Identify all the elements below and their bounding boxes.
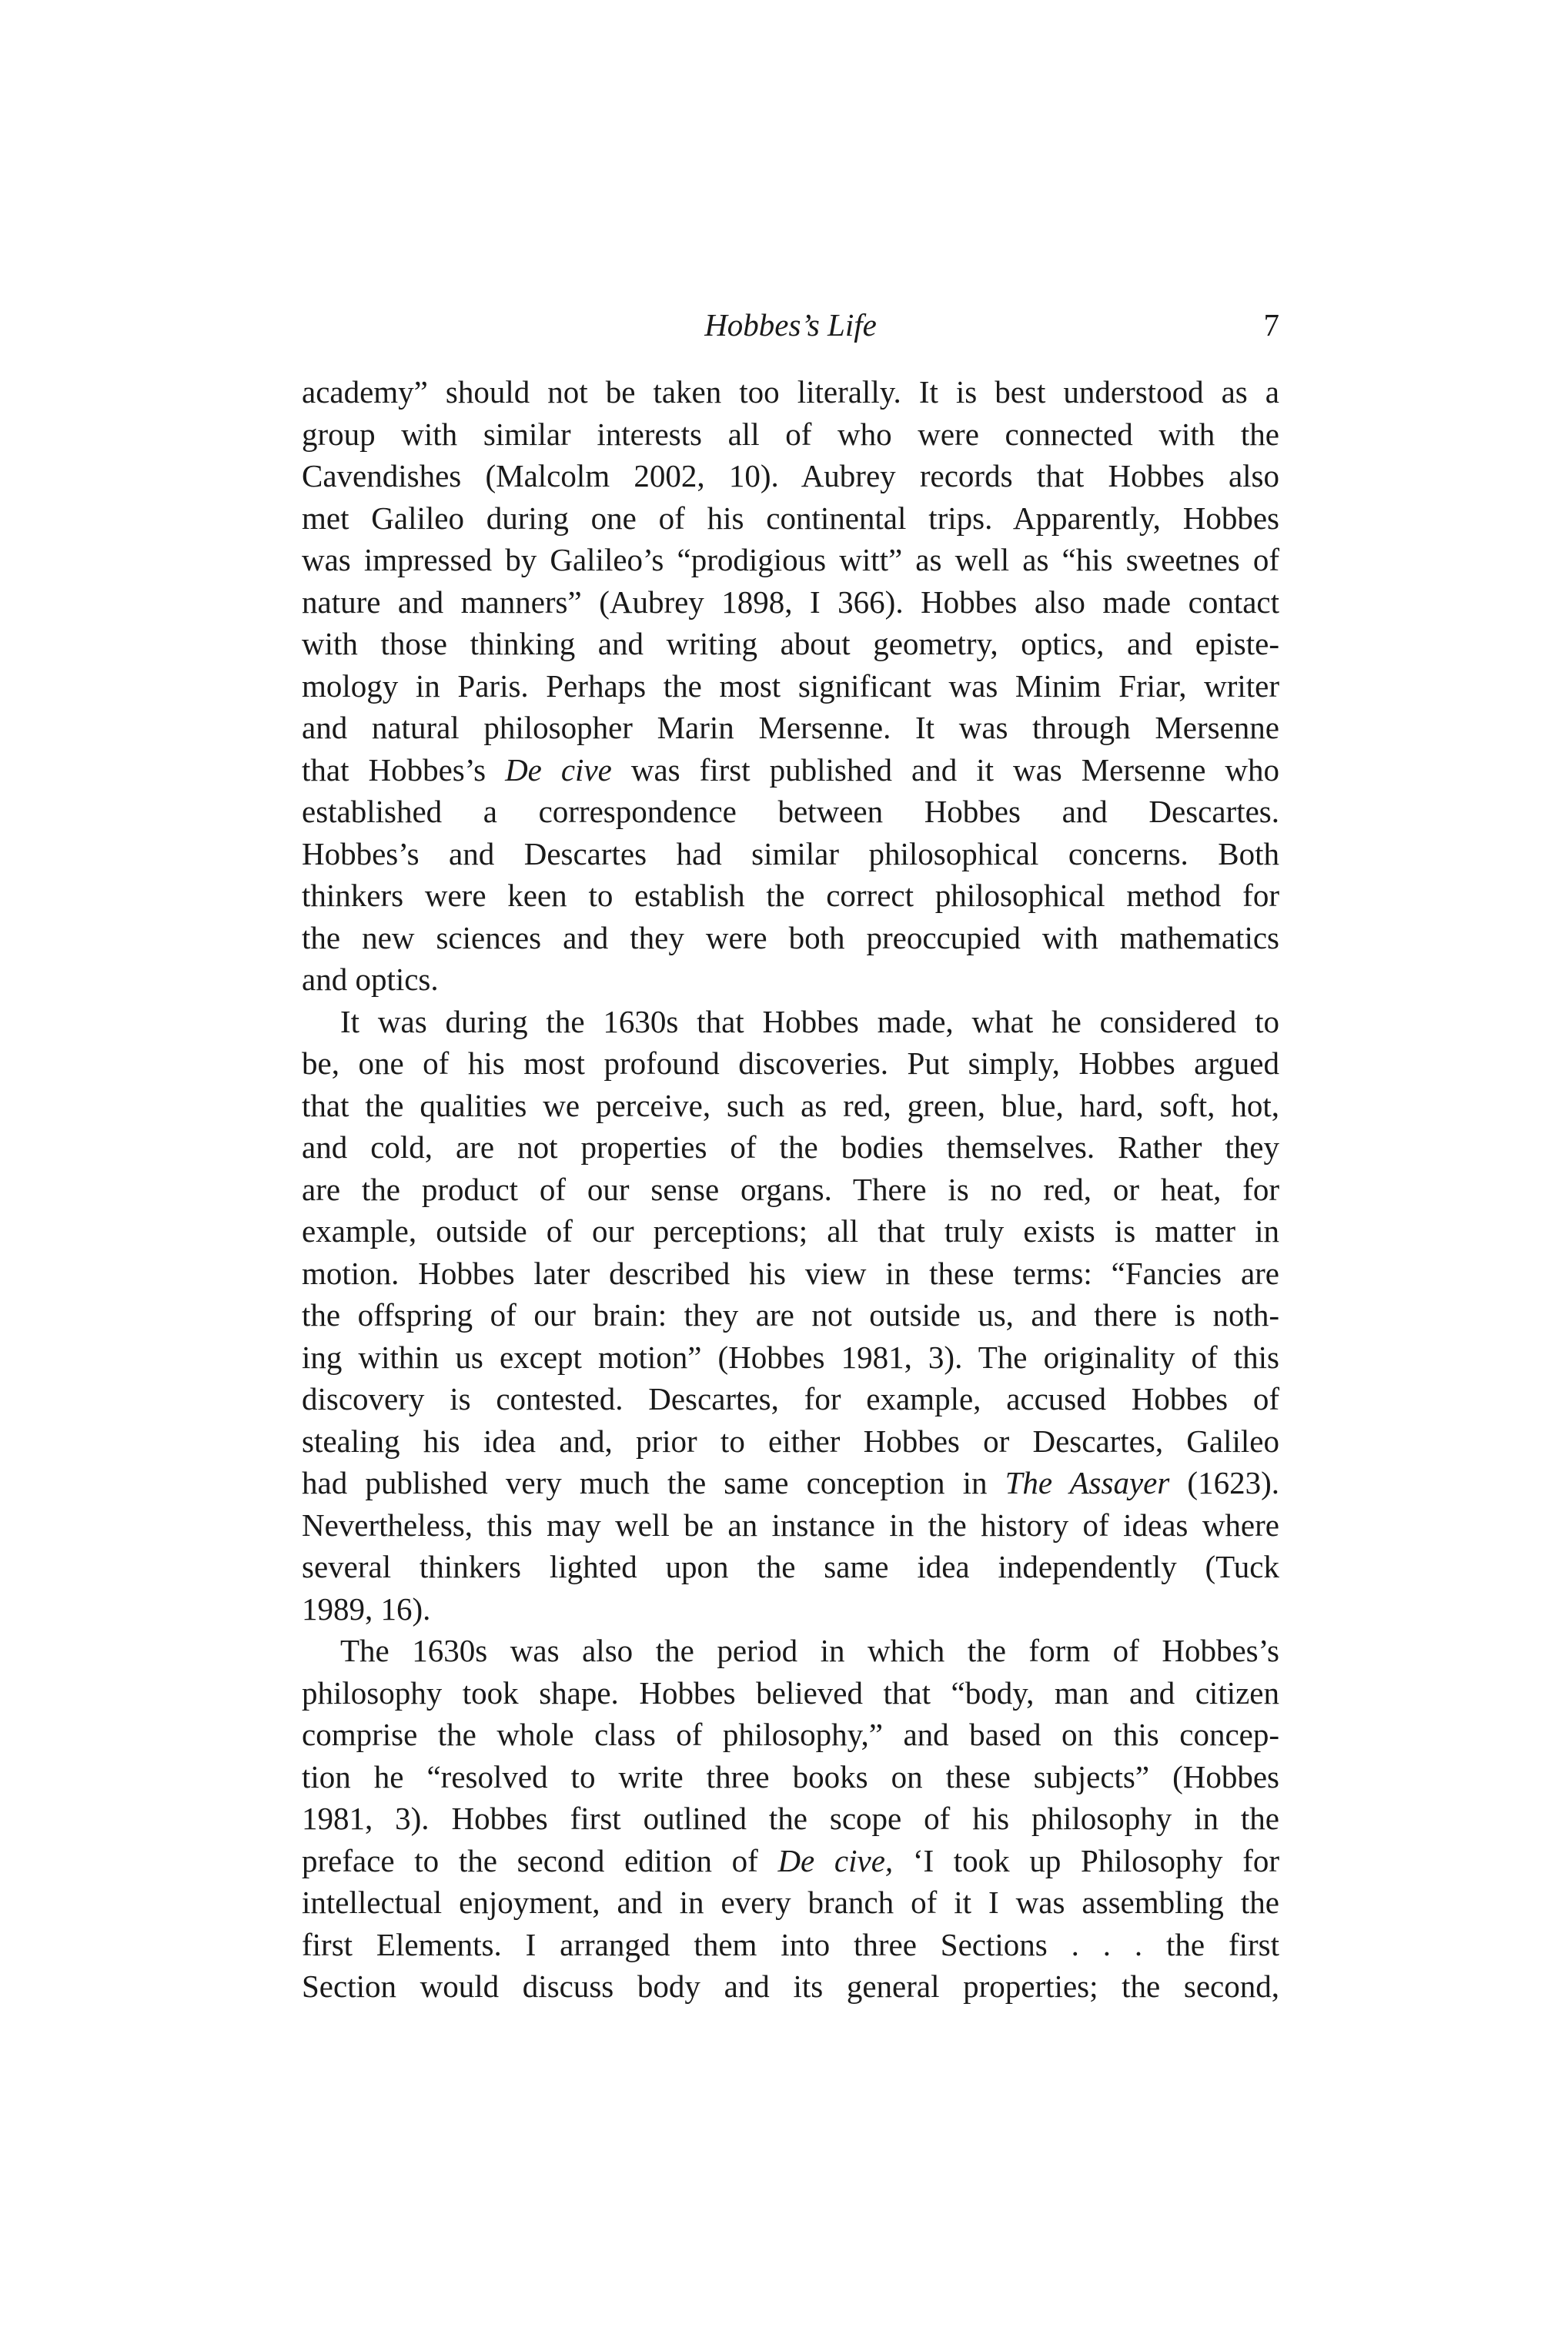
text-line: stealing his idea and, prior to either Hobbes or Descartes, Galileo — [302, 1423, 1279, 1459]
text-line: nature and manners” (Aubrey 1898, I 366). Hobbes also made contact — [302, 584, 1279, 620]
text-line: first Elements. I arranged them into three Sections . . . the first — [302, 1926, 1279, 1962]
text-line: met Galileo during one of his continental trips. Apparently, Hobbes — [302, 500, 1279, 536]
text-line: established a correspondence between Hobbes and Descartes. — [302, 794, 1279, 829]
text-line: philosophy took shape. Hobbes believed that “body, man and citizen — [302, 1674, 1279, 1711]
text-line: thinkers were keen to establish the correct philosophical method for — [302, 878, 1279, 913]
text-line: academy” should not be taken too literally. It is best understood as a — [302, 374, 1279, 410]
book-title-italic: De cive, — [777, 1842, 894, 1878]
paragraph-first-line: It was during the 1630s that Hobbes made, what he considered to — [340, 1003, 1279, 1039]
text-line: and optics. — [302, 962, 439, 997]
body-text — [302, 371, 1279, 2008]
text-segment: preface to the second edition of — [302, 1842, 778, 1878]
text-segment: (1623). — [1169, 1465, 1279, 1500]
text-line: example, outside of our perceptions; all that truly exists is matter in — [302, 1213, 1279, 1249]
text-line: tion he “resolved to write three books on these subjects” (Hobbes — [302, 1758, 1279, 1794]
text-line: Cavendishes (Malcolm 2002, 10). Aubrey records that Hobbes also — [302, 458, 1279, 493]
text-line: several thinkers lighted upon the same idea independently (Tuck — [302, 1549, 1279, 1584]
text-line — [302, 1462, 1279, 1504]
text-line — [302, 1840, 1279, 1882]
text-line: and cold, are not properties of the bodies themselves. Rather they — [302, 1129, 1279, 1165]
text-line: 1989, 16). — [302, 1590, 431, 1627]
text-segment: had published very much the same conception in — [302, 1465, 1005, 1500]
book-title-italic: De cive — [505, 751, 612, 788]
text-line: Section would discuss body and its general properties; the second, — [302, 1968, 1279, 2004]
page-number: 7 — [1263, 307, 1279, 343]
text-segment: was first published and it was Mersenne who — [611, 751, 1279, 788]
text-line — [302, 749, 1279, 791]
text-line: discovery is contested. Descartes, for example, accused Hobbes of — [302, 1381, 1279, 1417]
text-segment: that Hobbes’s — [302, 751, 506, 788]
text-line: are the product of our sense organs. There is no red, or heat, for — [302, 1171, 1279, 1207]
text-segment: ‘I took up Philosophy for — [893, 1842, 1280, 1878]
text-line: with those thinking and writing about geometry, optics, and episte- — [302, 626, 1279, 661]
text-line: the new sciences and they were both preoccupied with mathematics — [302, 919, 1279, 955]
paragraph-first-line: The 1630s was also the period in which the form of Hobbes’s — [340, 1633, 1279, 1668]
text-line: 1981, 3). Hobbes first outlined the scope of his philosophy in the — [302, 1801, 1279, 1836]
text-line: be, one of his most profound discoveries. Put simply, Hobbes argued — [302, 1045, 1279, 1081]
text-line: that the qualities we perceive, such as red, green, blue, hard, soft, hot, — [302, 1087, 1279, 1123]
text-line: comprise the whole class of philosophy,” and based on this concep- — [302, 1717, 1279, 1752]
text-line: and natural philosopher Marin Mersenne. It was through Mersenne — [302, 710, 1279, 745]
text-line: Nevertheless, this may well be an instance in the history of ideas where — [302, 1507, 1279, 1543]
page-header — [302, 302, 1279, 348]
text-line: the offspring of our brain: they are not outside us, and there is noth- — [302, 1297, 1279, 1333]
text-line: intellectual enjoyment, and in every branch of it I was assembling the — [302, 1885, 1279, 1920]
text-line: was impressed by Galileo’s “prodigious witt” as well as “his sweetnes of — [302, 542, 1279, 577]
running-head: Hobbes’s Life — [704, 307, 877, 343]
book-title-italic: The Assayer — [1005, 1465, 1170, 1500]
text-line: mology in Paris. Perhaps the most significant was Minim Friar, writer — [302, 667, 1279, 704]
text-line: group with similar interests all of who were connected with the — [302, 416, 1279, 452]
text-line: Hobbes’s and Descartes had similar philosophical concerns. Both — [302, 835, 1279, 871]
text-line: ing within us except motion” (Hobbes 1981, 3). The originality of this — [302, 1339, 1279, 1375]
text-line: motion. Hobbes later described his view in these terms: “Fancies are — [302, 1255, 1279, 1291]
